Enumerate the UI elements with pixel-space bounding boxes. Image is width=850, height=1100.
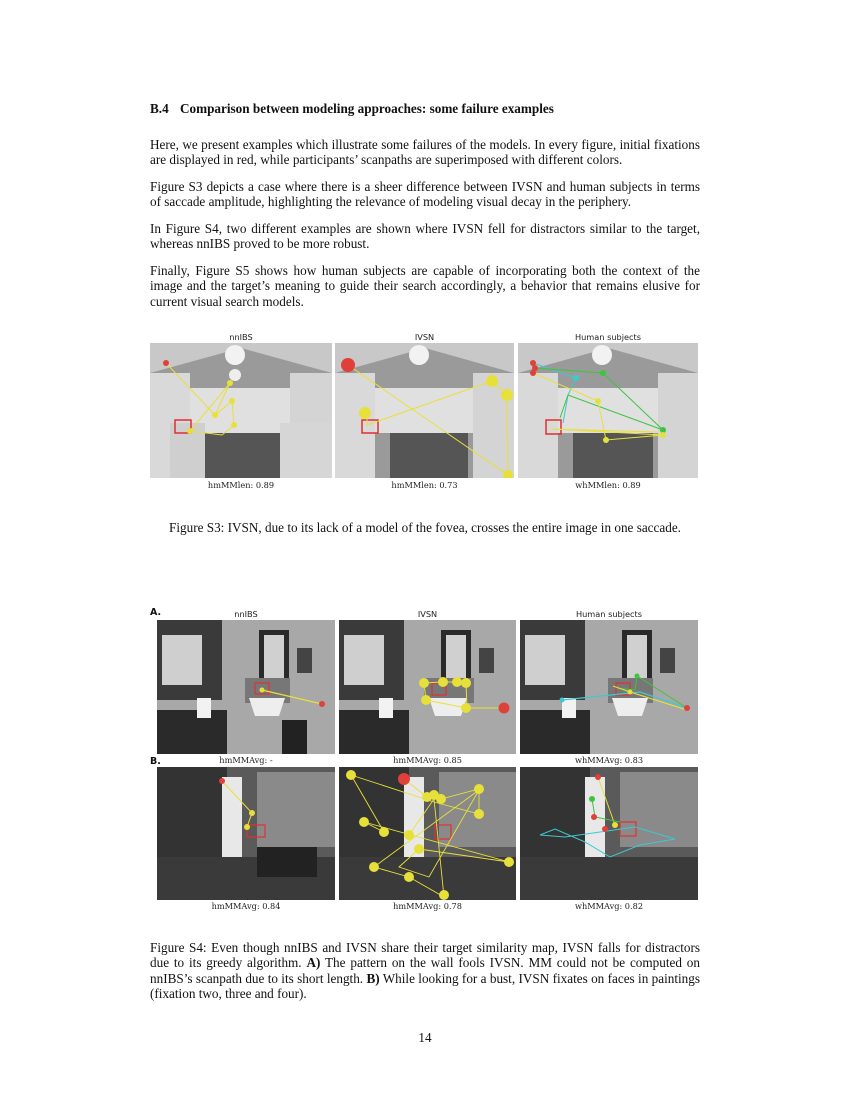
livingroom-scanpath-nnibs-image <box>157 767 335 900</box>
row-label-b: B. <box>150 756 161 767</box>
metric-ivsn: hmMMAvg: 0.78 <box>393 901 462 911</box>
panel-title-human: Human subjects <box>575 609 643 619</box>
panel-title-nnibs: nnIBS <box>229 332 253 342</box>
paragraph-intro: Here, we present examples which illustrate some failures of the models. In every figure, initial fixations are displayed in red, while participants’ scanpaths are superimposed with different colors. <box>150 137 700 168</box>
metric-human: whMMlen: 0.89 <box>575 480 641 490</box>
row-label-a: A. <box>150 607 162 618</box>
livingroom-scanpath-human-image <box>520 767 698 900</box>
section-heading <box>150 101 554 117</box>
caption-text-a: The pattern on the wall fools IVSN. MM could not be computed on nnIBS’s scanpath due to its short length. <box>150 955 700 986</box>
section-title: Comparison between modeling approaches: some failure examples <box>180 101 554 116</box>
metric-nnibs: hmMMAvg: 0.84 <box>211 901 281 911</box>
paragraph-s4: In Figure S4, two different examples are shown where IVSN fell for distractors similar to the target, whereas nnIBS proved to be more robust. <box>150 221 700 252</box>
caption-intro: Figure S4: Even though nnIBS and IVSN share their target similarity map, IVSN falls for distractors due to its greedy algorithm. <box>150 940 700 971</box>
panel-title-human: Human subjects <box>574 332 642 342</box>
section-number: B.4 <box>150 101 169 116</box>
figure-s3-caption: Figure S3: IVSN, due to its lack of a model of the fovea, crosses the entire image in one saccade. <box>169 520 681 535</box>
caption-label-a: A) <box>306 955 321 971</box>
kitchen-scanpath-ivsn-image <box>335 343 514 478</box>
metric-ivsn: hmMMAvg: 0.85 <box>393 755 462 765</box>
figure-s4-caption <box>150 940 700 1002</box>
kitchen-scanpath-nnibs-image <box>150 343 332 478</box>
bathroom-scanpath-ivsn-image <box>339 620 516 754</box>
paragraph-s5: Finally, Figure S5 shows how human subjects are capable of incorporating both the context of the image and the target’s meaning to guide their search accordingly, a behavior that remains elusive for current visual search models. <box>150 263 700 309</box>
caption-text-b: While looking for a bust, IVSN fixates on faces in paintings (fixation two, three and four). <box>150 970 700 1002</box>
paragraph-s3: Figure S3 depicts a case where there is a sheer difference between IVSN and human subjects in terms of saccade amplitude, highlighting the relevance of modeling visual decay in the periphery. <box>150 179 700 210</box>
panel-title-nnibs: nnIBS <box>234 609 258 619</box>
metric-human: whMMAvg: 0.83 <box>574 755 644 765</box>
panel-title-ivsn: IVSN <box>414 332 435 342</box>
metric-nnibs: hmMMlen: 0.89 <box>207 480 275 490</box>
metric-nnibs: hmMMAvg: - <box>219 755 273 765</box>
metric-ivsn: hmMMlen: 0.73 <box>391 480 458 490</box>
kitchen-scanpath-human-image <box>518 343 698 478</box>
panel-title-ivsn: IVSN <box>417 609 438 619</box>
bathroom-scanpath-human-image <box>520 620 698 754</box>
metric-human: whMMAvg: 0.82 <box>574 901 644 911</box>
caption-label-b: B) <box>366 970 380 986</box>
bathroom-scanpath-nnibs-image <box>157 620 335 754</box>
livingroom-scanpath-ivsn-image <box>339 767 516 900</box>
page-number: 14 <box>418 1030 432 1045</box>
